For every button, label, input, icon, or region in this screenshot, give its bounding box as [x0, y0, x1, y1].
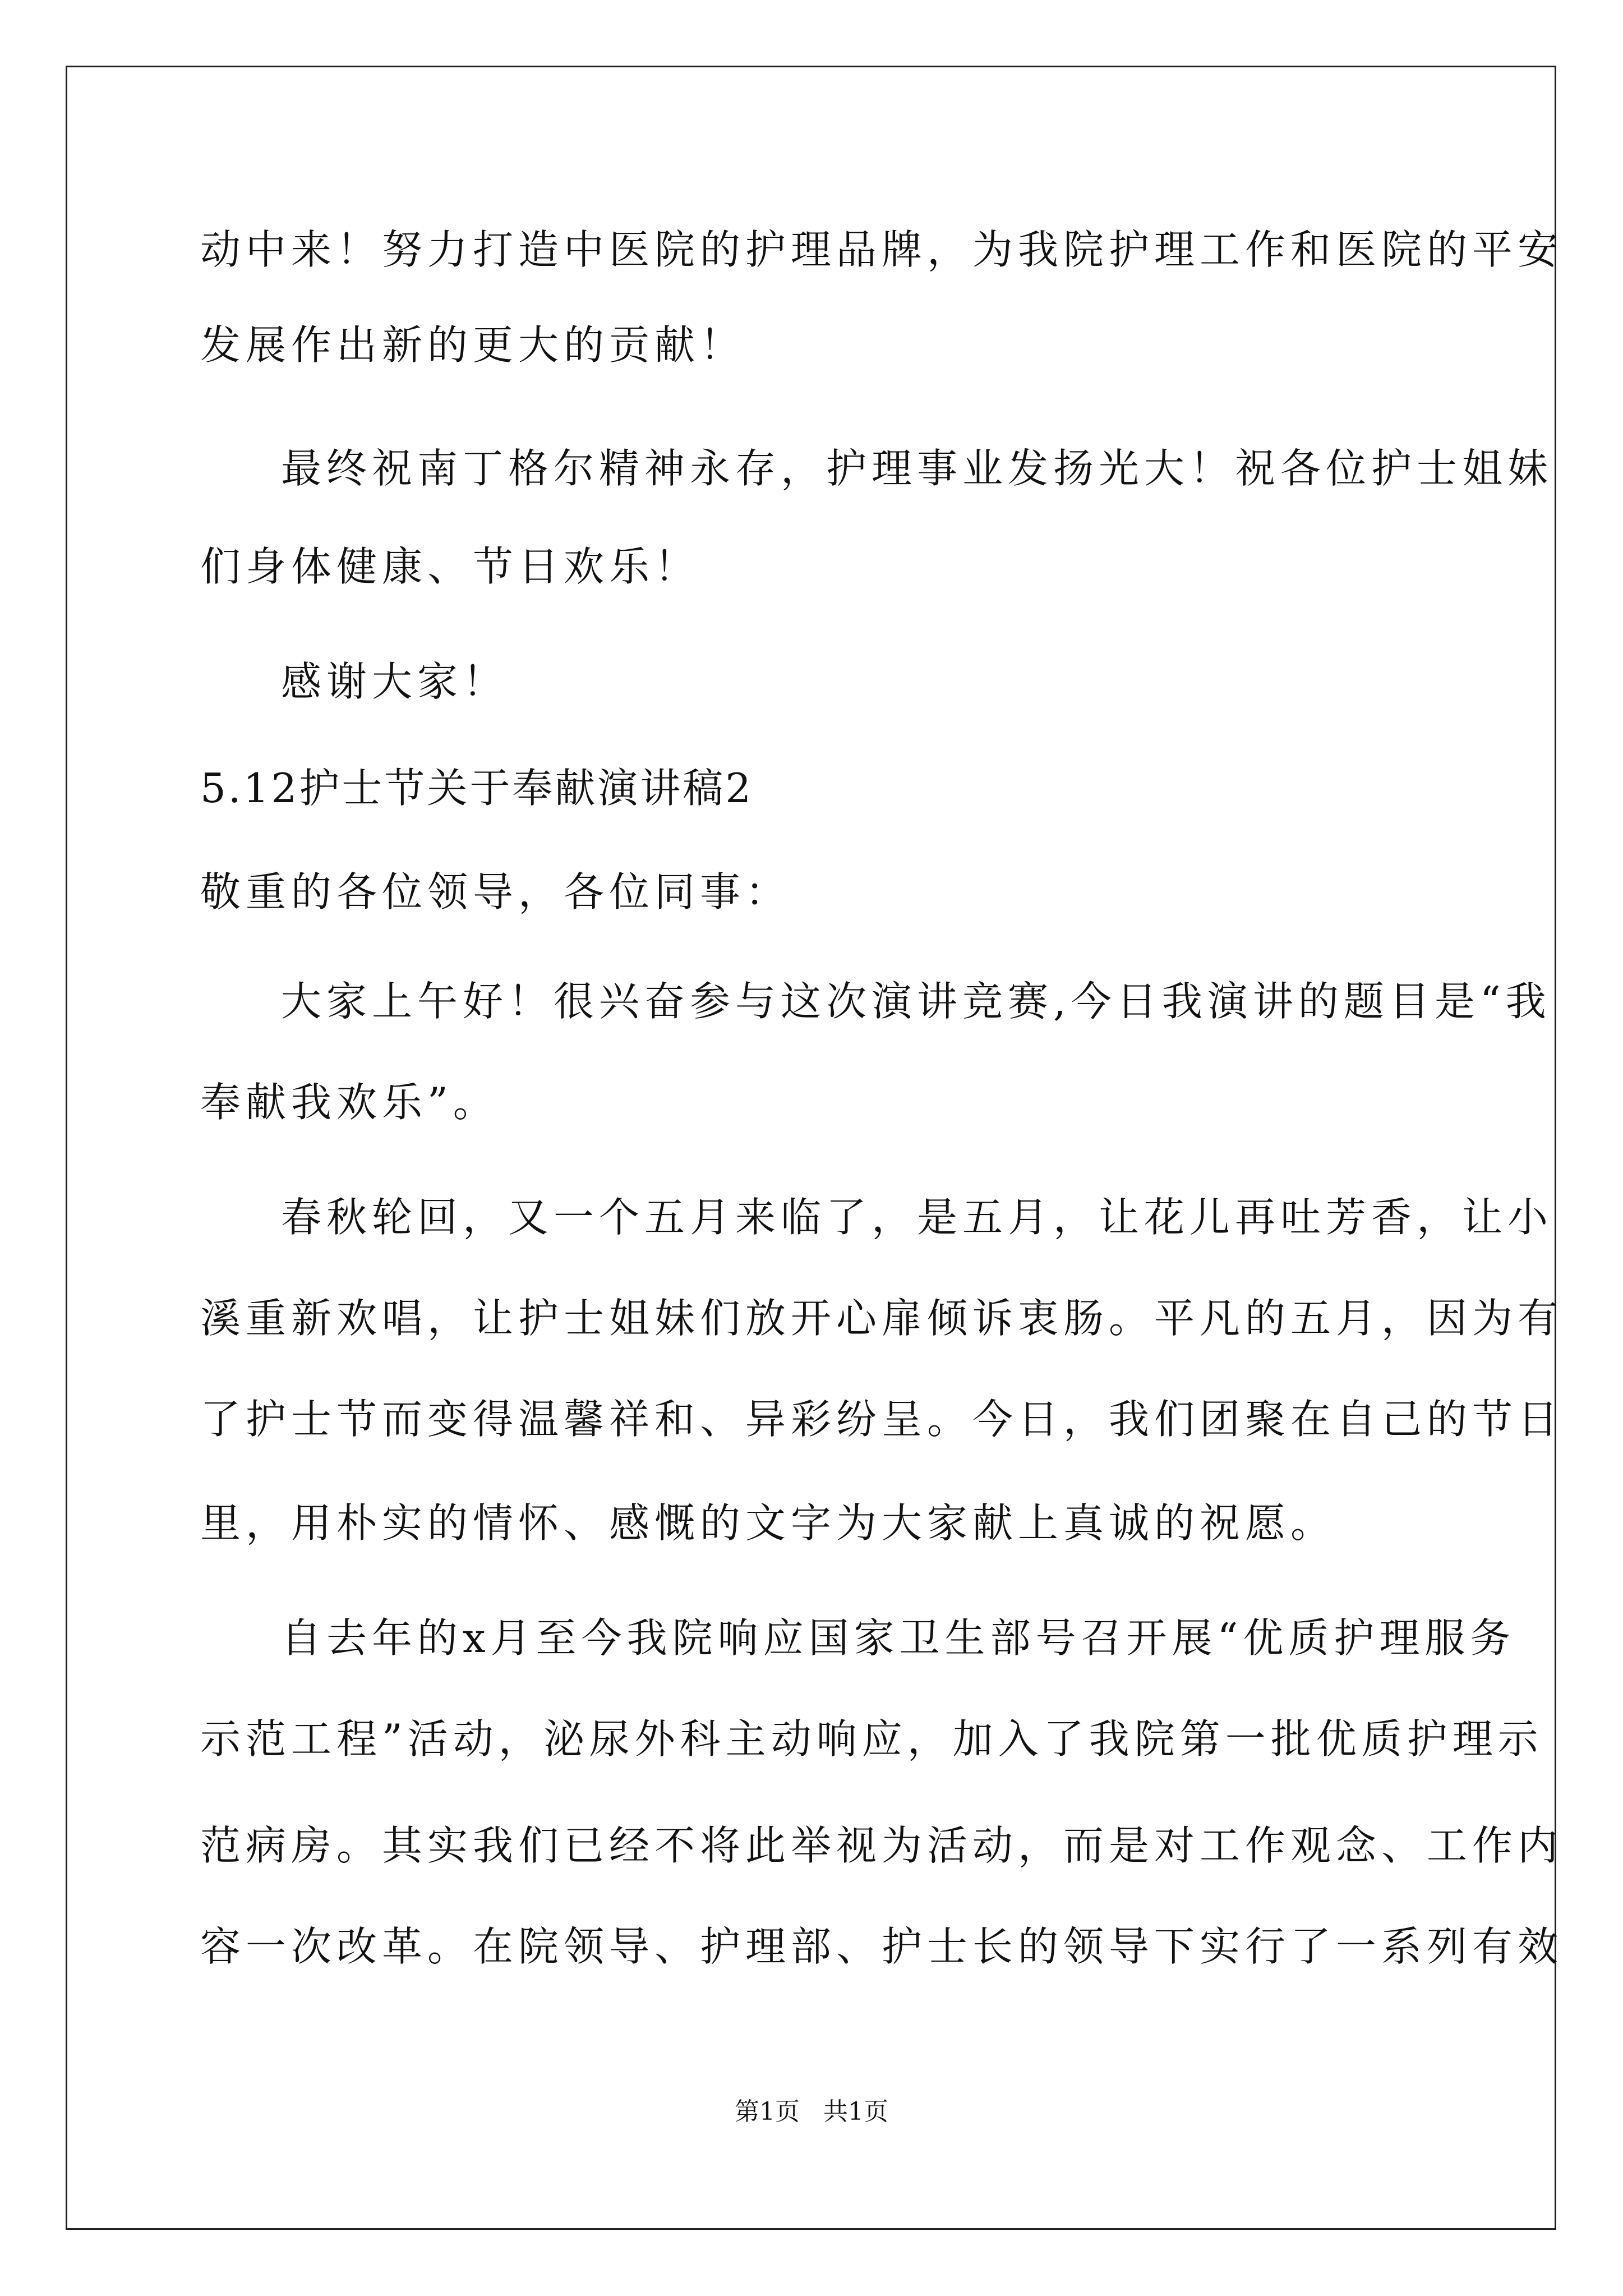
paragraph-line: 们身体健康、节日欢乐！ [200, 543, 700, 590]
paragraph-line: 奉献我欢乐”。 [200, 1079, 499, 1126]
paragraph-line: 春秋轮回，又一个五月来临了，是五月，让花儿再吐芳香，让小 [281, 1194, 1553, 1241]
salutation: 敬重的各位领导，各位同事： [200, 868, 791, 915]
page-border [66, 66, 1564, 2230]
paragraph-line: 最终祝南丁格尔精神永存，护理事业发扬光大！祝各位护士姐妹 [281, 445, 1553, 492]
paragraph-line: 了护士节而变得温馨祥和、异彩纷呈。今日，我们团聚在自己的节日 [200, 1396, 1564, 1443]
paragraph-line: 感谢大家！ [281, 658, 509, 705]
paragraph-line: 溪重新欢唱，让护士姐妹们放开心扉倾诉衷肠。平凡的五月，因为有 [200, 1295, 1564, 1342]
paragraph-line: 动中来！努力打造中医院的护理品牌，为我院护理工作和医院的平安 [200, 226, 1564, 273]
paragraph-line: 大家上午好！很兴奋参与这次演讲竞赛,今日我演讲的题目是“我 [281, 978, 1551, 1025]
paragraph-line: 自去年的x月至今我院响应国家卫生部号召开展“优质护理服务 [281, 1614, 1516, 1662]
paragraph-line: 示范工程”活动，泌尿外科主动响应，加入了我院第一批优质护理示 [200, 1715, 1543, 1763]
section-heading: 5.12护士节关于奉献演讲稿2 [200, 765, 754, 812]
paragraph-line: 容一次改革。在院领导、护理部、护士长的领导下实行了一系列有效 [200, 1923, 1564, 1970]
page-footer: 第1页 共1页 [735, 2097, 888, 2126]
paragraph-line: 里，用朴实的情怀、感慨的文字为大家献上真诚的祝愿。 [200, 1499, 1336, 1547]
paragraph-line: 发展作出新的更大的贡献！ [200, 321, 746, 369]
paragraph-line: 范病房。其实我们已经不将此举视为活动，而是对工作观念、工作内 [200, 1822, 1564, 1869]
